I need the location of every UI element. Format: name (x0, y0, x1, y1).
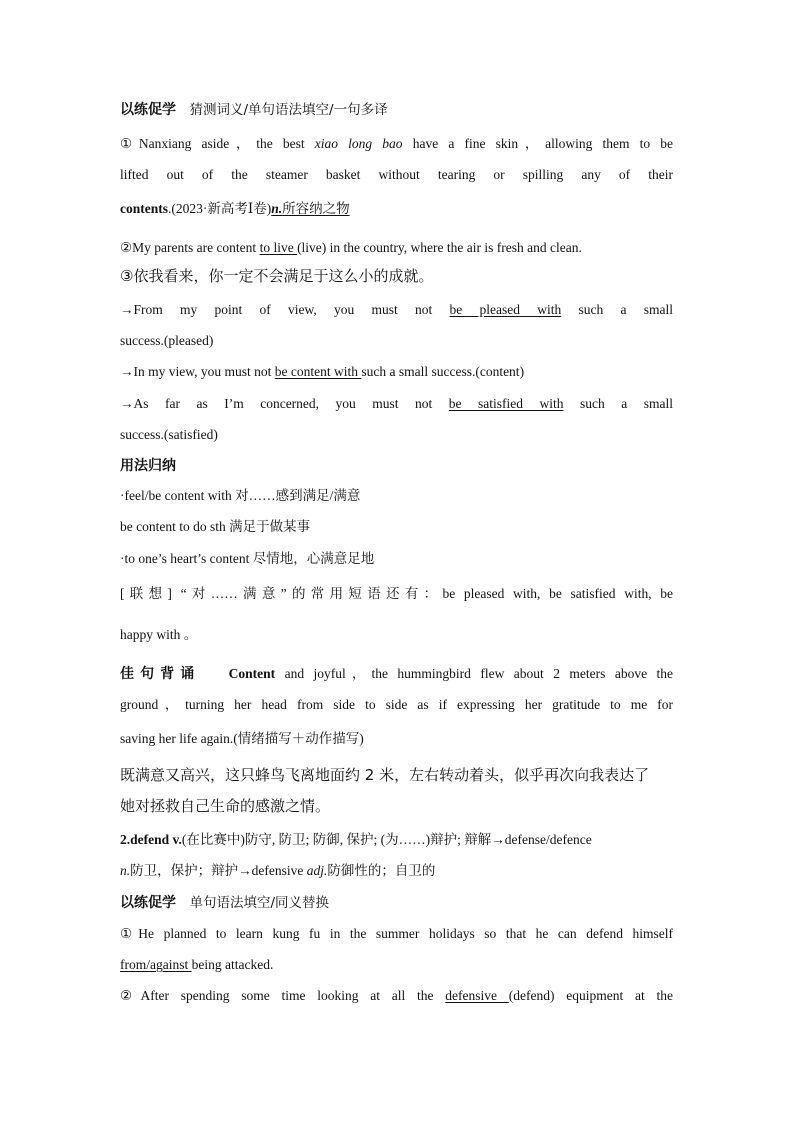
q3-t1-line1 (120, 300, 673, 320)
q3-t1-answer: be pleased with (449, 302, 562, 317)
defend-noun-senses: 防卫，保护；辩护→defensive (130, 863, 307, 878)
sentence-translation-1: 既满意又高兴，这只蜂鸟飞离地面约 2 米，左右转动着头，似乎再次向我表达了 (120, 766, 650, 784)
practice-label-2: 以练促学 (120, 895, 176, 911)
association-line-1: [联想] “对……满意”的常用短语还有：be pleased with, be satisfied with, be (120, 586, 673, 601)
q1-target-word: contents (120, 201, 168, 216)
q4-answer: from/against (120, 957, 192, 972)
defend-entry-line-1 (120, 830, 673, 850)
practice-heading-1 (120, 100, 673, 120)
sentence-line-3: saving her life again.(情绪描写＋动作描写) (120, 731, 364, 746)
usage-item-1: ·feel/be content with 对……感到满足/满意 (120, 488, 361, 503)
q3-t3-answer: be satisfied with (448, 396, 564, 411)
q3-t1-after: such a small (561, 302, 673, 317)
q1-answer-pos: n. (271, 201, 283, 216)
q1-italic-term: xiao long bao (314, 136, 403, 151)
q1-text-a: ①Nanxiang aside，the best (120, 136, 315, 151)
q5-line1 (120, 986, 673, 1006)
practice-types-2: 单句语法填空/同义替换 (189, 895, 330, 911)
q3-t3-line1 (120, 394, 673, 414)
usage-heading: 用法归纳 (120, 458, 176, 474)
practice-heading-2 (120, 893, 673, 913)
usage-item-2: be content to do sth 满足于做某事 (120, 519, 311, 534)
defend-adj-pos: adj. (306, 863, 328, 878)
defend-adj-senses: 防御性的；自卫的 (327, 863, 436, 878)
q1-answer-text: 所容纳之物 (282, 201, 350, 217)
q1-line2: lifted out of the steamer basket without tearing or spilling any of their (120, 167, 673, 182)
defend-senses: (在比赛中)防守, 防卫; 防御, 保护; (为……)辩护; 辩解→defense/defence (181, 832, 592, 847)
defend-noun-pos: n. (120, 863, 131, 878)
q3-t2-line (120, 362, 673, 382)
q2-after: (live) in the country, where the air is fresh and clean. (297, 240, 582, 255)
q2-before: ②My parents are content (120, 240, 260, 255)
sentence-line-2: ground，turning her head from side to side as if expressing her gratitude to me for (120, 697, 673, 712)
q5-after: (defend) equipment at the (508, 988, 673, 1003)
q3-t2-after: such a small success.(content) (361, 364, 525, 379)
q3-t2-before: →In my view, you must not (120, 364, 275, 379)
sentence-line-1 (120, 664, 673, 684)
sentence-heading: 佳句背诵 (120, 666, 201, 682)
q1-source: .(2023·新高考Ⅰ卷) (168, 201, 272, 216)
q3-prompt: ③依我看来，你一定不会满足于这么小的成就。 (120, 267, 434, 285)
q4-line1: ①He planned to learn kung fu in the summer holidays so that he can defend himself (120, 926, 673, 941)
defend-entry-line-2 (120, 861, 673, 881)
q3-t2-answer: be content with (274, 364, 362, 379)
practice-label: 以练促学 (120, 102, 176, 118)
q3-t1-before: →From my point of view, you must not (120, 302, 450, 317)
association-line-2: happy with 。 (120, 627, 198, 642)
usage-item-3: ·to one’s heart’s content 尽情地，心满意足地 (120, 551, 375, 566)
q2-answer: to live (259, 240, 298, 255)
q5-before: ②After spending some time looking at all the (120, 988, 446, 1003)
defend-headword: 2.defend v. (120, 832, 182, 847)
sentence-translation-2: 她对拯救自己生命的感激之情。 (120, 797, 331, 815)
q4-line2 (120, 955, 673, 975)
q5-answer: defensive (445, 988, 509, 1003)
sentence-keyword: Content (228, 666, 276, 681)
q1-line3 (120, 199, 673, 219)
q4-after: being attacked. (191, 957, 274, 972)
q1-text-b: have a fine skin，allowing them to be (402, 136, 674, 151)
q1-answer (271, 201, 349, 216)
q2-line (120, 238, 673, 258)
sentence-rest: and joyful，the hummingbird flew about 2 meters above the (275, 666, 674, 681)
q1-line1 (120, 134, 673, 154)
q3-t3-line2: success.(satisfied) (120, 427, 218, 442)
q3-t3-after: such a small (563, 396, 673, 411)
q3-t3-before: →As far as I’m concerned, you must not (120, 396, 449, 411)
q3-t1-line2: success.(pleased) (120, 333, 214, 348)
practice-types: 猜测词义/单句语法填空/一句多译 (189, 102, 388, 118)
